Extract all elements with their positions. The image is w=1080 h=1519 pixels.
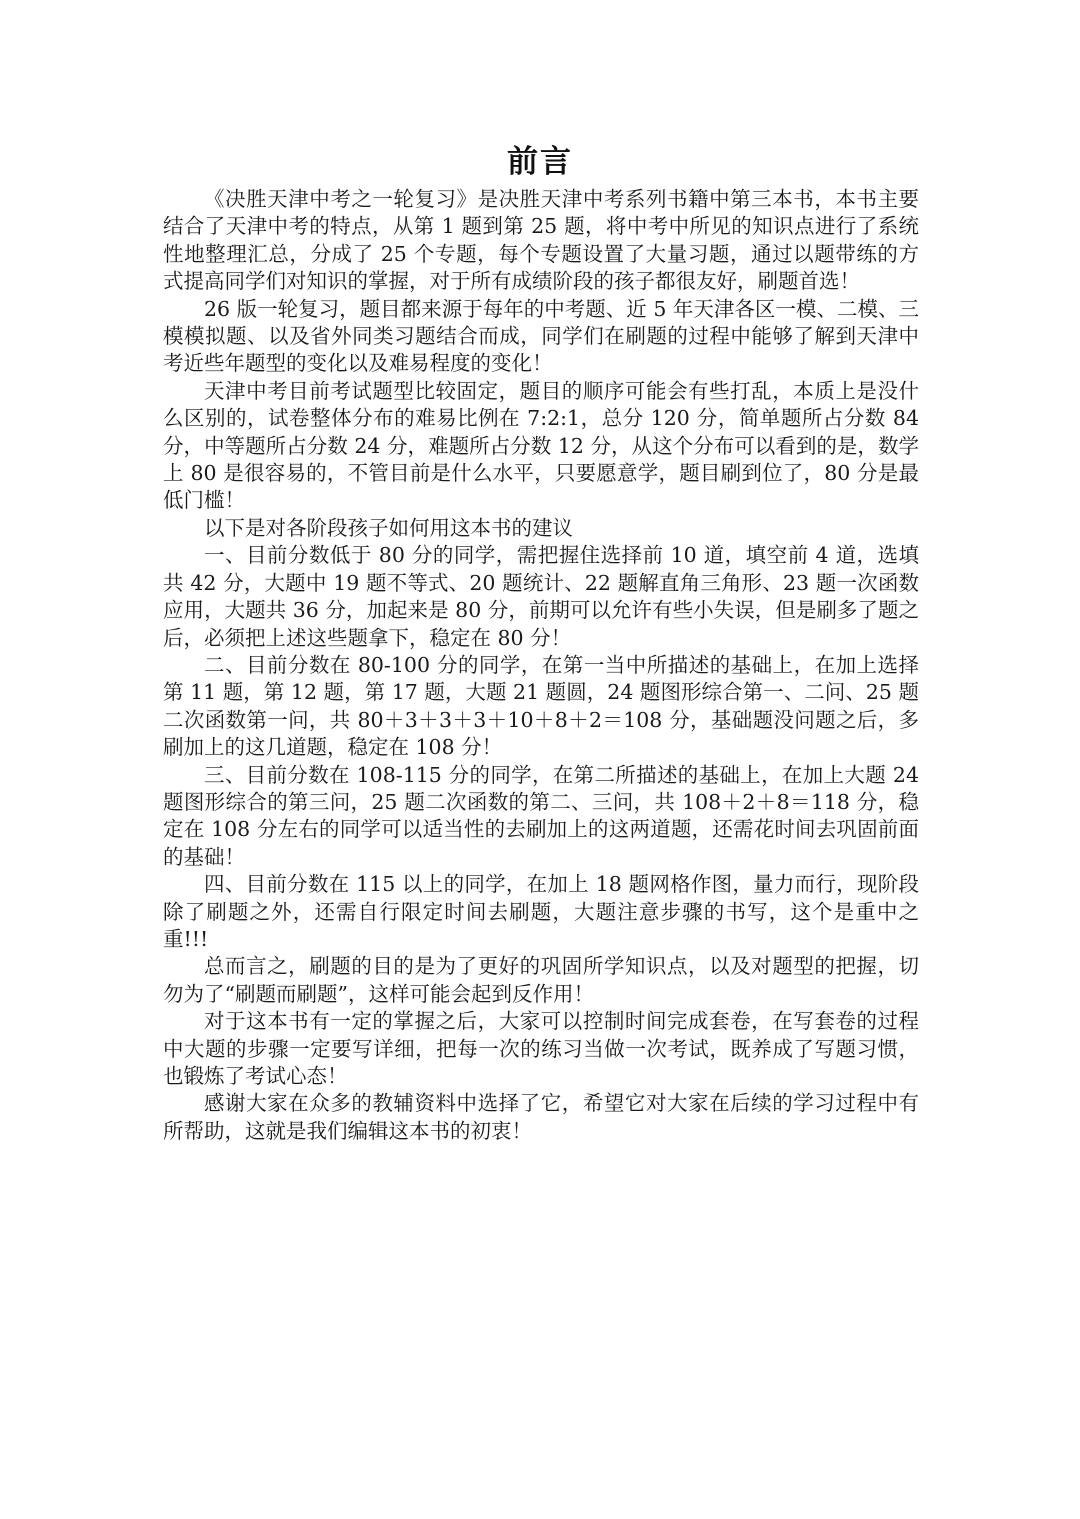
paragraph-thanks: 感谢大家在众多的教辅资料中选择了它，希望它对大家在后续的学习过程中有所帮助，这就是我们编辑这本书的初衷！ (163, 1091, 919, 1143)
preface-body (163, 186, 919, 1145)
paragraph-practice-papers: 对于这本书有一定的掌握之后，大家可以控制时间完成套卷，在写套卷的过程中大题的步骤一定要写详细，把每一次的练习当做一次考试，既养成了写题习惯，也锻炼了考试心态！ (163, 1009, 919, 1088)
paragraph-advice-below-80: 一、目前分数低于 80 分的同学，需把握住选择前 10 道，填空前 4 道，选填共 42 分，大题中 19 题不等式、20 题统计、22 题解直角三角形、23 题一次函数应用，大题共 36 分，加起来是 80 分，前期可以允许有些小失误，但是刷多了题之后，必须把上述这些题拿下，稳定在 80 分！ (163, 543, 919, 650)
paragraph-advice-108-115: 三、目前分数在 108-115 分的同学，在第二所描述的基础上，在加上大题 24 题图形综合的第三问，25 题二次函数的第二、三问，共 108＋2＋8＝118 分，稳定在 108 分左右的同学可以适当性的去刷加上的这两道题，还需花时间去巩固前面的基础！ (163, 762, 919, 869)
paragraph-sources: 26 版一轮复习，题目都来源于每年的中考题、近 5 年天津各区一模、二模、三模模拟题、以及省外同类习题结合而成，同学们在刷题的过程中能够了解到天津中考近些年题型的变化以及难易程度的变化！ (163, 296, 919, 376)
paragraph-advice-80-100: 二、目前分数在 80-100 分的同学，在第一当中所描述的基础上，在加上选择第 11 题，第 12 题，第 17 题，大题 21 题圆，24 题图形综合第一、二问、25 题二次函数第一问，共 80＋3＋3＋3＋10＋8＋2＝108 分，基础题没问题之后，多刷加上的这几道题，稳定在 108 分！ (163, 652, 919, 760)
paragraph-exam-structure: 天津中考目前考试题型比较固定，题目的顺序可能会有些打乱，本质上是没什么区别的，试卷整体分布的难易比例在 7:2:1，总分 120 分，简单题所占分数 84 分，中等题所占分数 24 分，难题所占分数 12 分，从这个分布可以看到的是，数学上 80 是很容易的，不管目前是什么水平，只要愿意学，题目刷到位了，80 分是最低门槛！ (163, 378, 919, 513)
page-title: 前言 (507, 144, 573, 180)
paragraph-intro: 《决胜天津中考之一轮复习》是决胜天津中考系列书籍中第三本书，本书主要结合了天津中考的特点，从第 1 题到第 25 题，将中考中所见的知识点进行了系统性地整理汇总，分成了 25 个专题，每个专题设置了大量习题，通过以题带练的方式提高同学们对知识的掌握，对于所有成绩阶段的孩子都很友好，刷题首选！ (163, 187, 919, 294)
paragraph-summary: 总而言之，刷题的目的是为了更好的巩固所学知识点，以及对题型的把握，切勿为了“刷题而刷题”，这样可能会起到反作用！ (163, 954, 919, 1006)
paragraph-advice-above-115: 四、目前分数在 115 以上的同学，在加上 18 题网格作图，量力而行，现阶段除了刷题之外，还需自行限定时间去刷题，大题注意步骤的书写，这个是重中之重!!! (163, 872, 919, 951)
paragraph-advice-heading: 以下是对各阶段孩子如何用这本书的建议 (204, 515, 573, 540)
